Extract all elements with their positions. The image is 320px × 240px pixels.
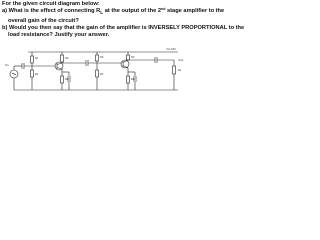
r1-resistor (31, 56, 34, 63)
question-part-b: b) Would you then say that the gain of the amplifier is INVERSELY PROPORTIONAL to the (2, 24, 245, 31)
rc2-label: RC (131, 56, 135, 59)
r2-resistor (31, 70, 34, 77)
r2-label: R2 (35, 73, 39, 76)
rc1-label: RC (65, 57, 69, 60)
vout-label: Vout (178, 59, 184, 62)
question-part-b-line2: load resistance? Justify your answer. (8, 31, 110, 38)
vin-label: Vin (5, 64, 9, 67)
r3-resistor (96, 55, 99, 61)
question-a-mid: at the output of the 2 (103, 8, 162, 15)
re1-resistor (61, 76, 64, 83)
question-a-sup: nd (161, 7, 166, 12)
rl-resistor (173, 66, 176, 74)
re2-label: RE (131, 78, 135, 81)
question-a-sub: L (100, 11, 104, 17)
rc2-resistor (127, 55, 130, 60)
question-a-post: stage amplifier to the (165, 8, 225, 15)
rc1-resistor (61, 55, 64, 62)
circuit-diagram (0, 0, 245, 96)
r1-label: R1 (35, 57, 39, 60)
source-sine-icon (12, 73, 16, 75)
question-a-pre: a) What is the effect of connecting R (2, 8, 101, 15)
question-part-a-line2: overall gain of the circuit? (8, 17, 79, 24)
re2-resistor (127, 76, 130, 83)
r4-resistor (96, 70, 99, 77)
vcc-label: Vcc 18V (166, 48, 176, 51)
question-title: For the given circuit diagram below: (2, 1, 100, 7)
rl-label: RL (178, 69, 182, 72)
r3-label: R3 (100, 56, 104, 59)
r4-label: R4 (100, 73, 104, 76)
re1-label: RE (65, 78, 69, 81)
